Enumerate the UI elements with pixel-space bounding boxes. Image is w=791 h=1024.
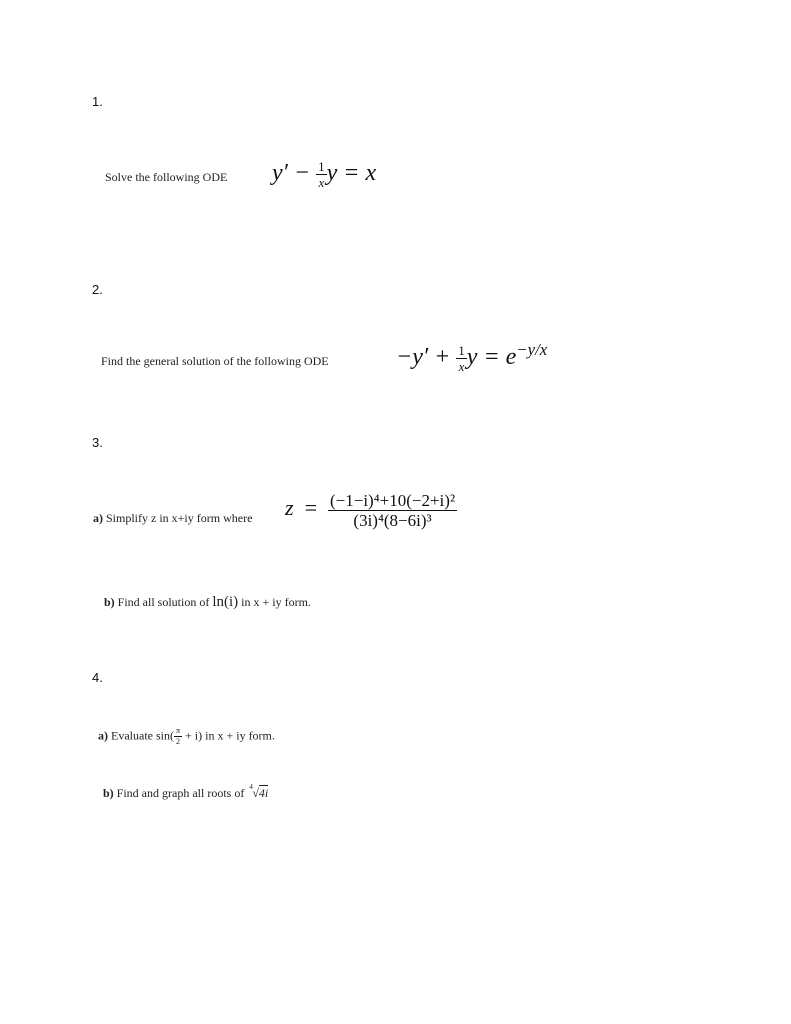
q4b-label: b) bbox=[103, 786, 114, 800]
eq1-fraction bbox=[316, 160, 327, 189]
q3a-denominator: (3i)⁴(8−6i)³ bbox=[353, 511, 432, 530]
q3a-text: Simplify z in x+iy form where bbox=[106, 511, 253, 525]
eq1-part-1: y′ − bbox=[272, 160, 317, 187]
q4a-text-post: + i) in x + iy form. bbox=[182, 728, 275, 743]
question-number-3: 3. bbox=[92, 435, 103, 450]
eq2-part-1: −y′ + bbox=[396, 344, 457, 370]
eq2-fraction bbox=[456, 344, 467, 373]
question-number-4: 4. bbox=[92, 670, 103, 685]
q4a-text-pre: Evaluate sin( bbox=[111, 728, 174, 743]
q4a-fraction bbox=[174, 727, 182, 746]
q3a-z: z bbox=[285, 495, 294, 521]
question-3a bbox=[93, 511, 252, 526]
q4b-root-index: 4 bbox=[249, 783, 253, 791]
eq2-frac-num: 1 bbox=[458, 342, 465, 358]
q4b-text: Find and graph all roots of bbox=[116, 786, 245, 800]
q3a-equals: = bbox=[304, 495, 317, 521]
q3b-text: Find all solution of bbox=[117, 595, 210, 609]
eq2-part-2: y = e bbox=[466, 344, 517, 370]
q4a-label: a) bbox=[98, 728, 108, 743]
question-3a-equation bbox=[285, 492, 457, 529]
eq1-frac-den: x bbox=[318, 175, 325, 190]
question-4b bbox=[103, 783, 269, 801]
question-number-2: 2. bbox=[92, 282, 103, 297]
q3a-label: a) bbox=[93, 511, 103, 525]
q4a-frac-den: 2 bbox=[176, 737, 180, 746]
q3a-numerator: (−1−i)⁴+10(−2+i)² bbox=[329, 491, 456, 510]
question-1-instruction: Solve the following ODE bbox=[105, 170, 228, 184]
question-2-equation bbox=[396, 340, 547, 373]
eq2-frac-den: x bbox=[458, 358, 465, 374]
q3b-label: b) bbox=[104, 595, 115, 609]
question-number-1: 1. bbox=[92, 94, 103, 109]
q3b-expr: ln(i) bbox=[212, 594, 239, 610]
eq1-frac-num: 1 bbox=[318, 159, 325, 174]
question-1-equation bbox=[272, 160, 376, 189]
question-3b bbox=[104, 594, 311, 611]
q3b-tail: in x + iy form. bbox=[241, 595, 311, 609]
q4b-radical-sign: √ bbox=[252, 786, 259, 800]
eq1-part-2: y = x bbox=[326, 160, 377, 187]
q4a-frac-num: π bbox=[175, 726, 181, 735]
q4b-radicand: 4i bbox=[258, 786, 269, 800]
q3a-fraction bbox=[328, 492, 457, 529]
question-2-instruction: Find the general solution of the following ODE bbox=[101, 354, 329, 368]
eq2-exponent: −y/x bbox=[516, 340, 548, 359]
question-4a bbox=[98, 727, 275, 746]
q4b-root bbox=[249, 783, 269, 800]
